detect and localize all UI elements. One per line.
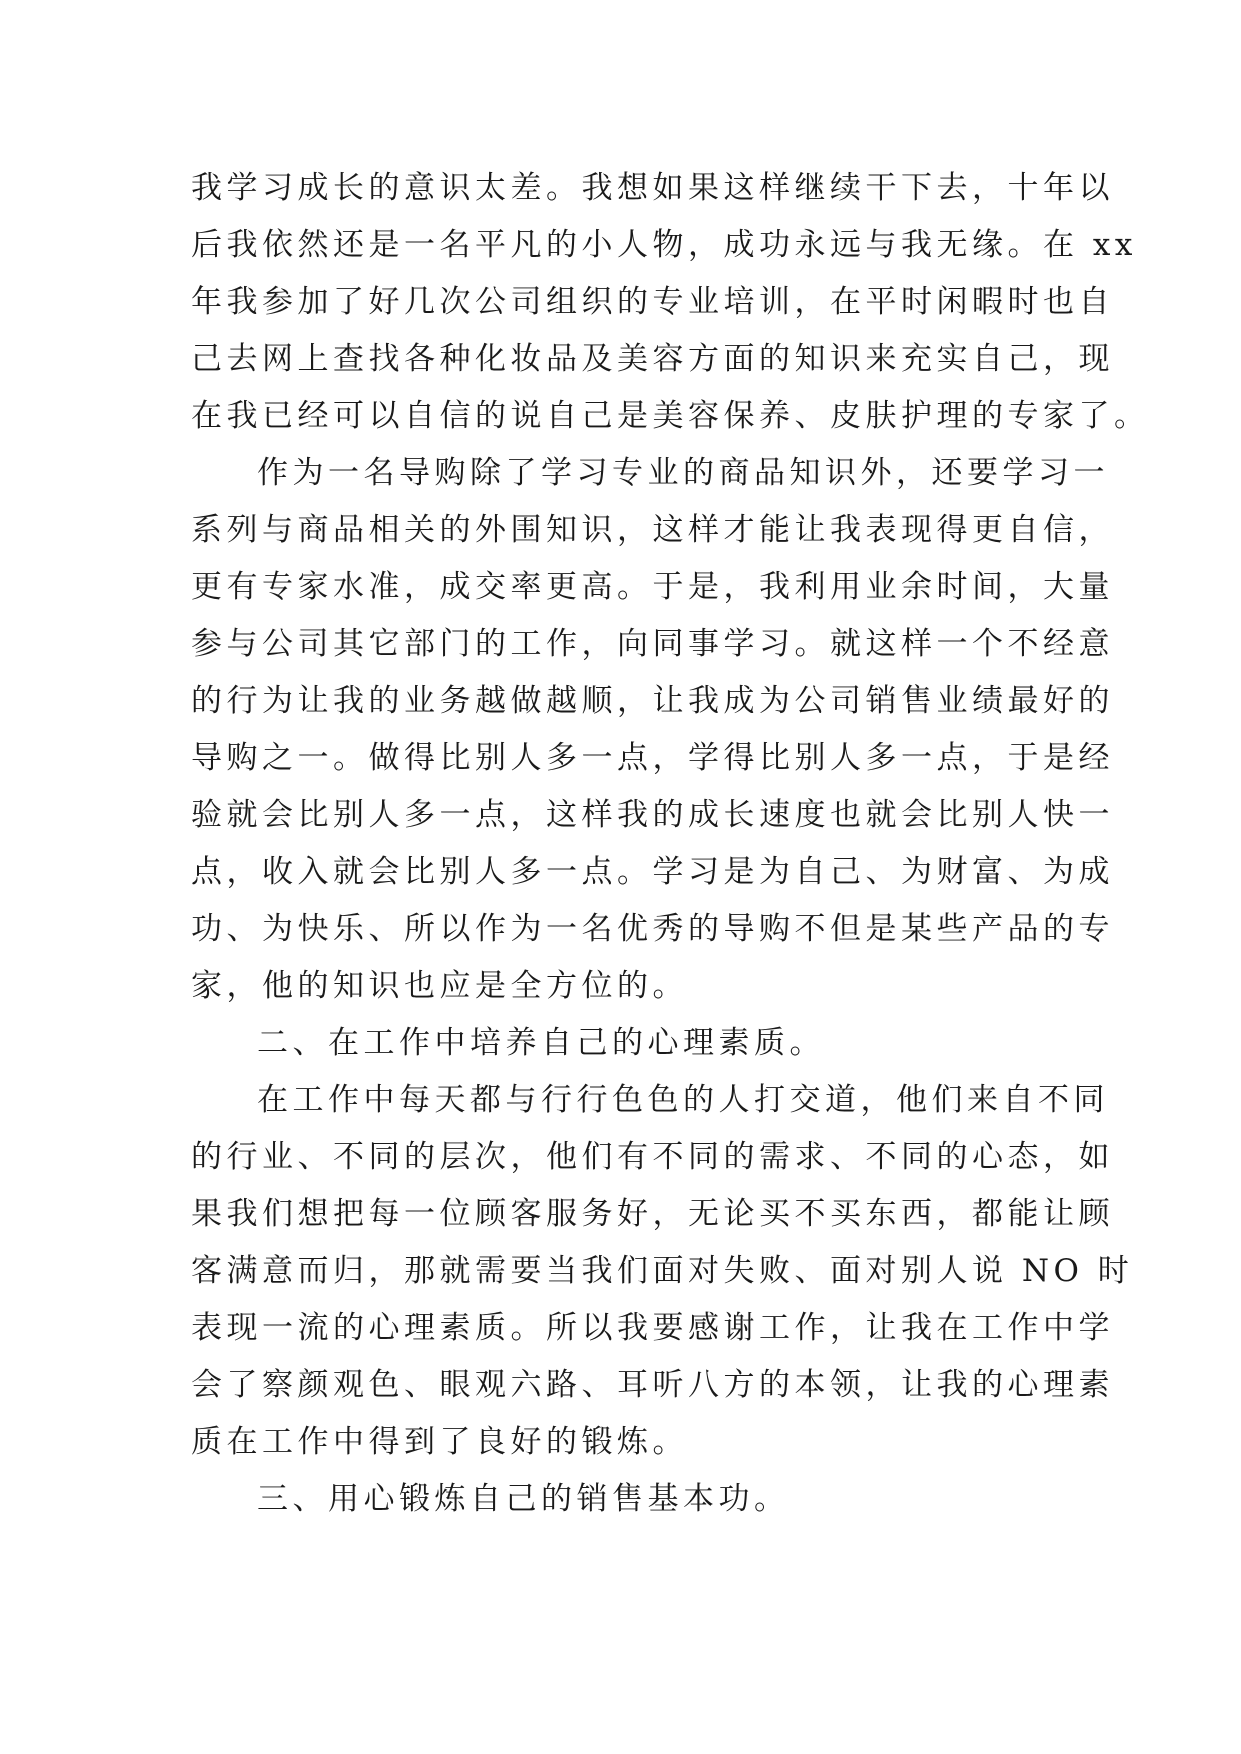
- paragraph-first-line: 作为一名导购除了学习专业的商品知识外，还要学习一: [257, 455, 1109, 491]
- text-line: 我学习成长的意识太差。我想如果这样继续干下去，十年以: [191, 170, 1114, 206]
- text-line: 客满意而归，那就需要当我们面对失败、面对别人说 NO 时: [191, 1253, 1134, 1289]
- text-line: 年我参加了好几次公司组织的专业培训，在平时闲暇时也自: [191, 284, 1114, 320]
- section-heading: 二、在工作中培养自己的心理素质。: [257, 1025, 825, 1061]
- text-line: 质在工作中得到了良好的锻炼。: [191, 1424, 688, 1460]
- text-line: 后我依然还是一名平凡的小人物，成功永远与我无缘。在 xx: [191, 227, 1137, 263]
- text-line: 的行业、不同的层次，他们有不同的需求、不同的心态，如: [191, 1139, 1114, 1175]
- text-line: 验就会比别人多一点，这样我的成长速度也就会比别人快一: [191, 797, 1114, 833]
- document-body: [191, 160, 1150, 1528]
- text-line: 家，他的知识也应是全方位的。: [191, 968, 688, 1004]
- section-heading: 三、用心锻炼自己的销售基本功。: [257, 1481, 790, 1517]
- text-line: 导购之一。做得比别人多一点，学得比别人多一点，于是经: [191, 740, 1114, 776]
- text-line: 己去网上查找各种化妆品及美容方面的知识来充实自己，现: [191, 341, 1114, 377]
- text-line: 会了察颜观色、眼观六路、耳听八方的本领，让我的心理素: [191, 1367, 1114, 1403]
- text-line: 的行为让我的业务越做越顺，让我成为公司销售业绩最好的: [191, 683, 1114, 719]
- text-line: 表现一流的心理素质。所以我要感谢工作，让我在工作中学: [191, 1310, 1114, 1346]
- text-line: 在我已经可以自信的说自己是美容保养、皮肤护理的专家了。: [191, 398, 1150, 434]
- text-line: 系列与商品相关的外围知识，这样才能让我表现得更自信，: [191, 512, 1114, 548]
- paragraph-first-line: 在工作中每天都与行行色色的人打交道，他们来自不同: [257, 1082, 1109, 1118]
- text-line: 参与公司其它部门的工作，向同事学习。就这样一个不经意: [191, 626, 1114, 662]
- text-line: 更有专家水准，成交率更高。于是，我利用业余时间，大量: [191, 569, 1114, 605]
- text-line: 点，收入就会比别人多一点。学习是为自己、为财富、为成: [191, 854, 1114, 890]
- text-line: 果我们想把每一位顾客服务好，无论买不买东西，都能让顾: [191, 1196, 1114, 1232]
- text-line: 功、为快乐、所以作为一名优秀的导购不但是某些产品的专: [191, 911, 1114, 947]
